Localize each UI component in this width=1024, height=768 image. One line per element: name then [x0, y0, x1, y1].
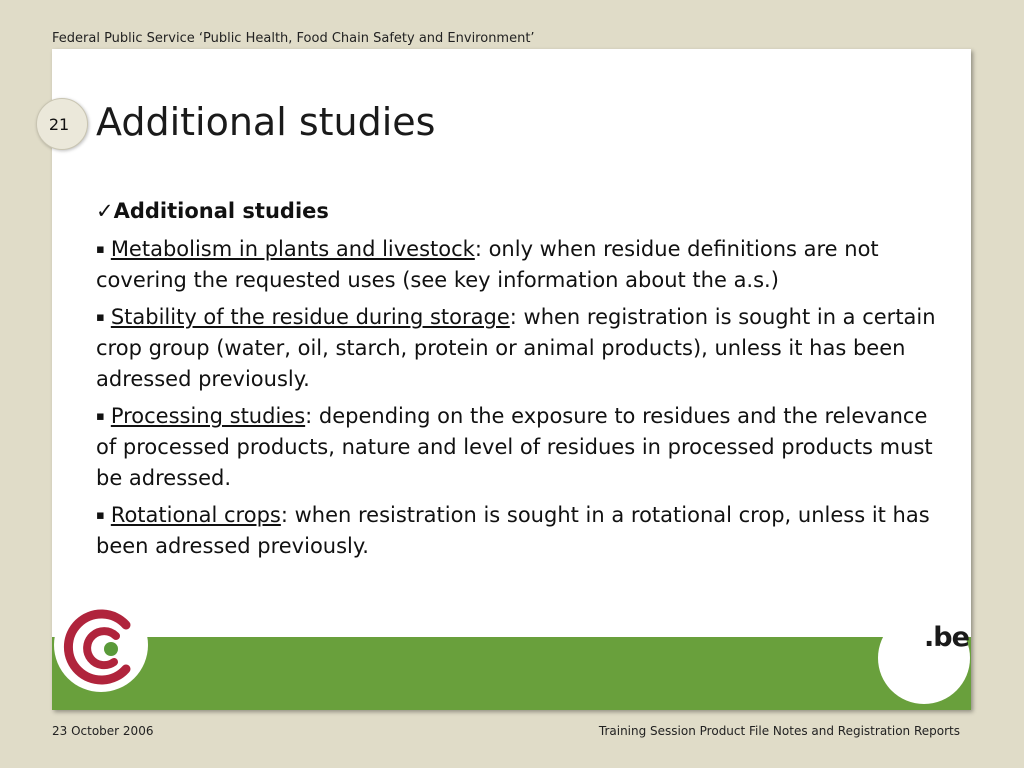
bullet-square-icon: ▪ [96, 242, 105, 257]
bullet-text: : only when residue definitions are not covering the requested uses (see key information about the a.s.) [96, 237, 879, 292]
bullet-item [96, 401, 946, 494]
section-heading [96, 196, 946, 226]
footer-band [52, 637, 971, 710]
slide-title: Additional studies [96, 100, 436, 144]
header-organization: Federal Public Service ‘Public Health, Food Chain Safety and Environment’ [52, 31, 535, 46]
footer-title: Training Session Product File Notes and Registration Reports [598, 724, 960, 738]
bullet-item [96, 500, 946, 562]
bullet-term: Metabolism in plants and livestock [110, 237, 475, 261]
bullet-square-icon: ▪ [96, 310, 105, 325]
slide-number-badge [36, 98, 88, 150]
bullet-text: : depending on the exposure to residues and the relevance of processed products, nature and level of residues in processed products must be adressed. [96, 404, 933, 490]
slide-number: 21 [48, 114, 70, 134]
bullet-square-icon: ▪ [96, 409, 105, 424]
bullet-text: : when registration is sought in a certain crop group (water, oil, starch, protein or animal products), unless it has been adressed previously. [96, 305, 936, 391]
bullet-item [96, 302, 946, 395]
bullet-square-icon: ▪ [96, 508, 105, 523]
bullet-item [96, 234, 946, 296]
bullet-term: Rotational crops [110, 503, 281, 527]
bullet-text: : when resistration is sought in a rotational crop, unless it has been adressed previously. [96, 503, 930, 558]
bullet-term: Stability of the residue during storage [110, 305, 510, 329]
fps-logo [54, 598, 148, 692]
footer-date: 23 October 2006 [52, 724, 154, 738]
be-logo: .be [924, 622, 969, 653]
section-heading-text: Additional studies [113, 199, 329, 223]
fps-logo-icon [54, 598, 148, 692]
check-icon: ✓ [96, 199, 114, 223]
bullet-term: Processing studies [110, 404, 306, 428]
slide-content [96, 196, 946, 568]
